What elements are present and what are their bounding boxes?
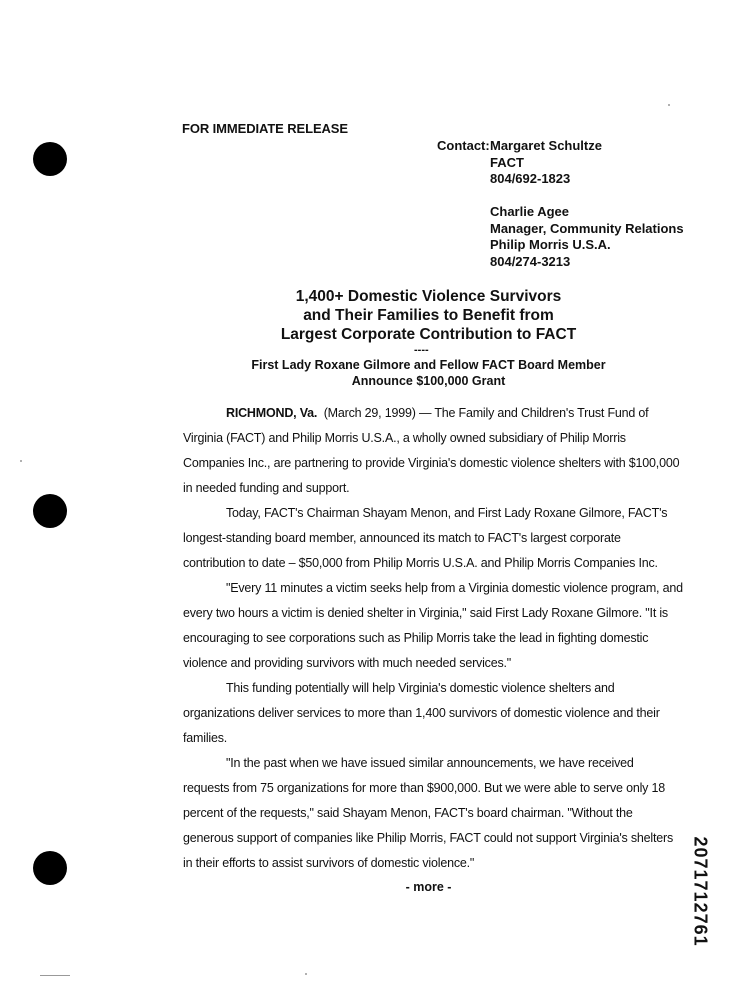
paragraph-text: (March 29, 1999) — The Family and Children's Trust Fund of Virginia (FACT) and Philip Morris U.S.A., a wholly owned subsidiary of Philip Morris Companies Inc., are partnering to provide Virginia's domestic violence shelters with $100,000 in needed funding and support. [183,406,680,495]
contact-org: FACT [490,154,524,170]
contact-block-philip-morris [490,204,684,270]
contact-phone: 804/274-3213 [490,253,571,269]
body-paragraph [183,401,683,501]
headline [0,287,754,344]
body-paragraph: Today, FACT's Chairman Shayam Menon, and First Lady Roxane Gilmore, FACT's longest-standing board member, announced its match to FACT's largest corporate contribution to date – $50,000 from Philip Morris U.S.A. and Philip Morris Companies Inc. [183,506,668,570]
subheadline-line: First Lady Roxane Gilmore and Fellow FACT Board Member [251,358,606,372]
release-label: FOR IMMEDIATE RELEASE [182,121,348,136]
more-label: - more - [405,880,452,894]
contact-block-fact [490,138,602,188]
punch-hole [33,494,67,528]
headline-line: 1,400+ Domestic Violence Survivors [295,288,562,305]
contact-name: Charlie Agee [490,204,569,219]
contact-org: Philip Morris U.S.A. [490,237,611,252]
dateline: RICHMOND, Va. [226,406,318,420]
body-paragraph: This funding potentially will help Virginia's domestic violence shelters and organizations deliver services to more than 1,400 survivors of domestic violence and their families. [183,681,660,745]
scan-speck [305,973,307,975]
body-paragraph: "In the past when we have issued similar announcements, we have received requests from 75 organizations for more than $900,000. But we were able to serve only 18 percent of the requests," said Shayam Menon, FACT's board chairman. "Without the generous support of companies like Philip Morris, FACT could not support Virginia's shelters in their efforts to assist survivors of domestic violence." [183,756,674,870]
contact-label: Contact: [437,138,490,153]
continued-marker [0,880,754,894]
contact-name: Margaret Schultze [490,138,602,153]
scan-speck [40,975,70,976]
press-release-body [183,401,683,876]
bates-number: 2071712761 [690,836,711,947]
punch-hole [33,142,67,176]
contact-title: Manager, Community Relations [490,220,684,236]
scan-speck [668,104,670,106]
body-paragraph: "Every 11 minutes a victim seeks help from a Virginia domestic violence program, and every two hours a victim is denied shelter in Virginia," said First Lady Roxane Gilmore. "It is encouraging to see corporations such as Philip Morris take the lead in fighting domestic violence and providing survivors with much needed services." [183,581,683,670]
headline-line: Largest Corporate Contribution to FACT [280,326,577,343]
headline-line: and Their Families to Benefit from [303,307,554,324]
subheadline [0,357,754,389]
scan-speck [20,460,22,462]
contact-phone: 804/692-1823 [490,171,571,186]
headline-divider: ---- [414,344,429,356]
subheadline-line: Announce $100,000 Grant [351,374,506,388]
